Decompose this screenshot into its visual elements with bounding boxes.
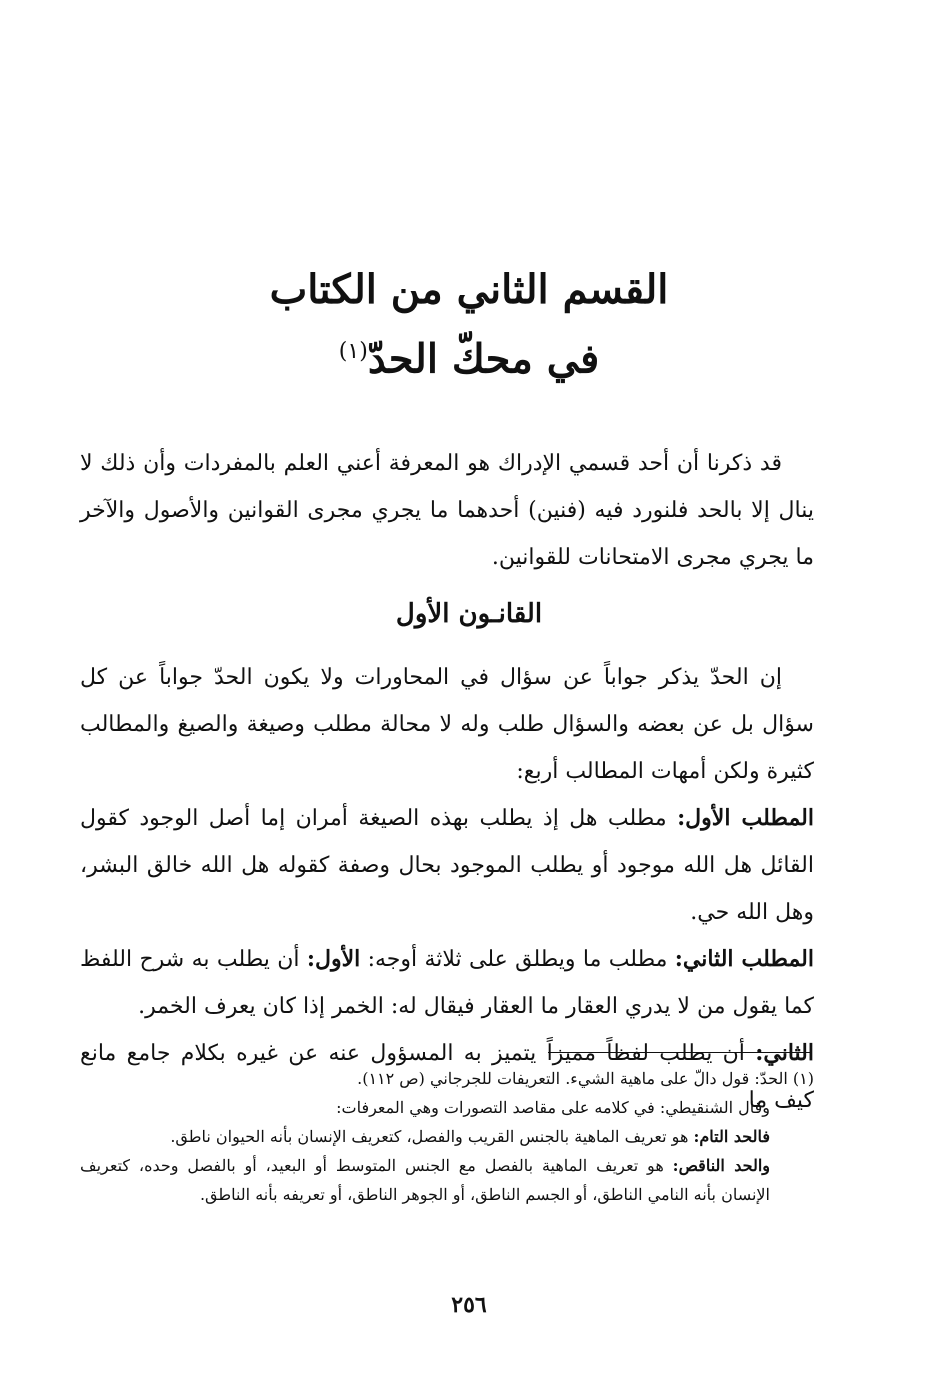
second-query-text-before: مطلب ما ويطلق على ثلاثة أوجه:	[360, 947, 675, 972]
footnote-line-2: وقال الشنقيطي: في كلامه على مقاصد التصورات وهي المعرفات:	[336, 1098, 770, 1117]
footnote-incomplete-label: والحد الناقص:	[672, 1156, 770, 1175]
title-block	[0, 258, 938, 389]
second-aspect-text: أن يطلب لفظاً مميزاً يتميز به المسؤول عنه عن غيره بكلام جامع مانع كيف ما	[80, 1041, 814, 1113]
second-aspect-label: الثاني:	[755, 1040, 814, 1066]
page-title: القسم الثاني من الكتاب	[269, 266, 669, 313]
footnote-complete-text: هو تعريف الماهية بالجنس القريب والفصل، كتعريف الإنسان بأنه الحيوان ناطق.	[170, 1127, 694, 1146]
first-query-paragraph	[80, 795, 814, 936]
law-paragraph: إن الحدّ يذكر جواباً عن سؤال في المحاورات ولا يكون الحدّ جواباً عن كل سؤال بل عن بعضه والسؤال طلب وله لا محالة مطلب وصيغة والصيغ والمطالب كثيرة ولكن أمهات المطالب أربع:	[80, 665, 814, 784]
subtitle-text: في محكّ الحدّ	[367, 335, 600, 383]
footnotes	[80, 1064, 814, 1209]
first-query-text: مطلب هل إذ يطلب بهذه الصيغة أمران إما أصل الوجود كقول القائل هل الله موجود أو يطلب الموجود بحال وصفة كقوله هل الله خالق البشر، وهل الله حي.	[80, 806, 814, 925]
footnote-complete-label: فالحد التام:	[693, 1127, 770, 1146]
footnote-incomplete-definition	[80, 1151, 814, 1209]
first-query-label: المطلب الأول:	[677, 805, 815, 831]
second-query-text-after: أن يطلب به شرح اللفظ كما يقول من لا يدري العقار ما العقار فيقال له: الخمر إذا كان يعرف الخمر.	[80, 947, 814, 1019]
second-query-label: المطلب الثاني:	[674, 946, 814, 972]
page-subtitle	[0, 322, 938, 389]
footnote-reference: (١)	[338, 339, 368, 364]
footnote-complete-definition	[80, 1122, 814, 1151]
page-number: ٢٥٦	[451, 1292, 487, 1318]
footnote-incomplete-text: هو تعريف الماهية بالفصل مع الجنس المتوسط أو البعيد، أو بالفصل وحده، كتعريف الإنسان بأنه النامي الناطق، أو الجسم الناطق، أو الجوهر الناطق، أو تعريفه بأنه الناطق.	[80, 1156, 770, 1204]
law-text-block	[80, 654, 814, 1124]
second-query-first-label: الأول:	[306, 946, 361, 972]
footnote-line-1: (١) الحدّ: قول دالّ على ماهية الشيء. التعريفات للجرجاني (ص ١١٢).	[357, 1069, 814, 1088]
section-heading: القانـون الأول	[395, 599, 543, 629]
intro-paragraph-block	[80, 440, 814, 581]
footnote-divider	[548, 1052, 812, 1053]
intro-paragraph: قد ذكرنا أن أحد قسمي الإدراك هو المعرفة أعني العلم بالمفردات وأن ذلك لا ينال إلا بالحد فلنورد فيه (فنين) أحدهما ما يجري مجرى القوانين والأصول والآخر ما يجري مجرى الامتحانات للقوانين.	[80, 451, 814, 570]
